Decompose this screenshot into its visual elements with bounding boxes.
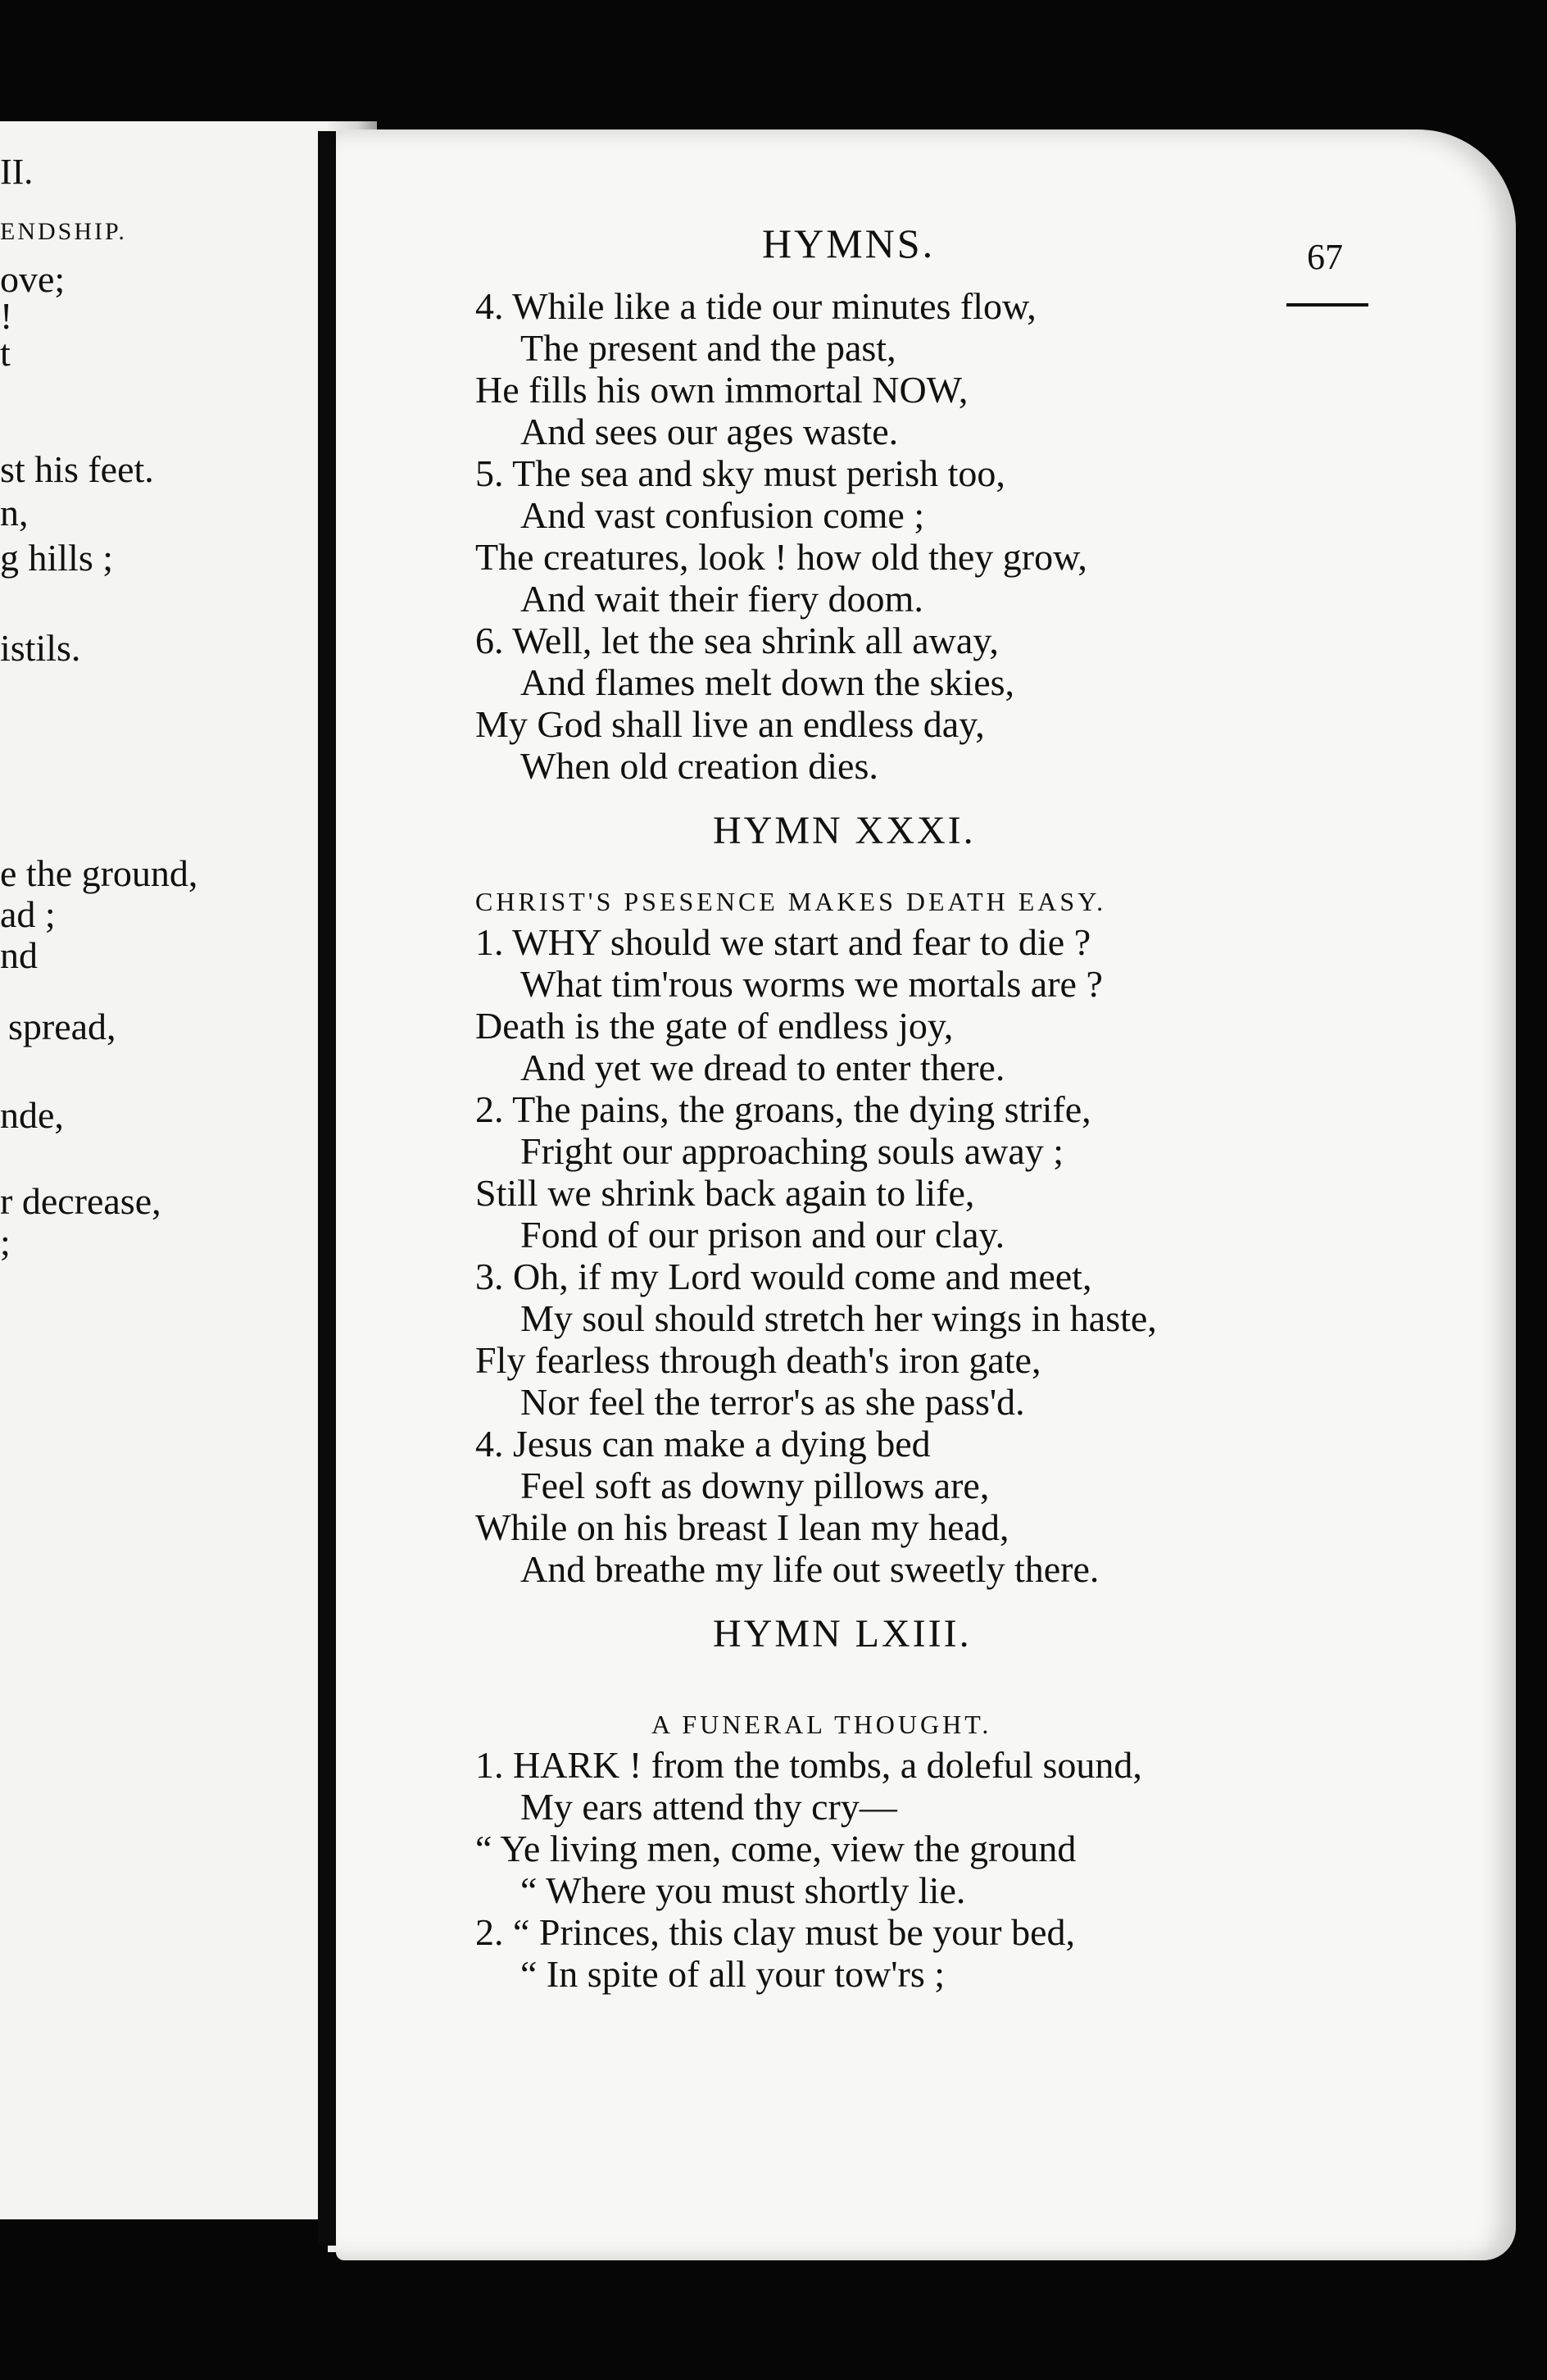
verse-line: And yet we dread to enter there.	[520, 1047, 1005, 1088]
verse-line: Fond of our prison and our clay.	[520, 1214, 1005, 1256]
left-fragment: nd	[0, 934, 38, 976]
verse-line: 6. Well, let the sea shrink all away,	[475, 620, 999, 661]
page-content	[475, 285, 1508, 1995]
verse-line: My God shall live an endless day,	[475, 703, 985, 745]
verse-line: When old creation dies.	[520, 745, 878, 787]
facing-page-left	[0, 121, 370, 2219]
verse-line: “ In spite of all your tow'rs ;	[520, 1953, 946, 1995]
verse-line: Feel soft as downy pillows are,	[520, 1465, 990, 1506]
left-fragment: g hills ;	[0, 537, 114, 579]
verse-line: “ Where you must shortly lie.	[520, 1869, 966, 1911]
verse-line: My ears attend thy cry—	[520, 1786, 897, 1828]
left-fragment: st his feet.	[0, 448, 154, 490]
verse-line: 4. While like a tide our minutes flow,	[475, 285, 1037, 327]
hymn-subtitle: A FUNERAL THOUGHT.	[651, 1710, 992, 1739]
left-fragment: spread,	[8, 1006, 116, 1047]
left-fragment: ;	[0, 1221, 11, 1263]
verse-line: 4. Jesus can make a dying bed	[475, 1423, 931, 1465]
hymn-xxxi	[475, 787, 1508, 1590]
left-fragment: ove;	[0, 258, 66, 300]
verse-line: Still we shrink back again to life,	[475, 1172, 975, 1214]
verse-line: And vast confusion come ;	[520, 494, 925, 536]
verse-line: 1. HARK ! from the tombs, a doleful sound,	[475, 1744, 1142, 1786]
left-fragment: II.	[0, 152, 34, 192]
left-fragment: nde,	[0, 1094, 64, 1136]
page-number: 67	[1307, 237, 1343, 277]
verse-line: Nor feel the terror's as she pass'd.	[520, 1381, 1025, 1423]
verse-line: And sees our ages waste.	[520, 411, 899, 452]
verse-line: My soul should stretch her wings in haste,	[520, 1297, 1157, 1339]
left-fragment: istils.	[0, 627, 81, 669]
continued-stanzas	[475, 285, 1508, 787]
hymn-subtitle: CHRIST'S PSESENCE MAKES DEATH EASY.	[475, 887, 1107, 916]
book-spine	[318, 131, 336, 2246]
verse-line: Fright our approaching souls away ;	[520, 1130, 1064, 1172]
left-fragment: t	[0, 332, 11, 374]
verse-line: 3. Oh, if my Lord would come and meet,	[475, 1256, 1092, 1297]
verse-line: 5. The sea and sky must perish too,	[475, 452, 1005, 494]
verse-line: Fly fearless through death's iron gate,	[475, 1339, 1041, 1381]
left-fragment: ENDSHIP.	[0, 218, 127, 245]
verse-line: And wait their fiery doom.	[520, 578, 923, 620]
page-67	[336, 129, 1516, 2260]
hymn-lxiii	[475, 1590, 1508, 1995]
verse-line: Death is the gate of endless joy,	[475, 1005, 954, 1047]
verse-line: The present and the past,	[520, 327, 896, 369]
hymn-title: HYMN XXXI.	[713, 809, 976, 852]
verse-line: What tim'rous worms we mortals are ?	[520, 963, 1103, 1005]
verse-line: 1. WHY should we start and fear to die ?	[475, 921, 1091, 963]
verse-line: And flames melt down the skies,	[520, 661, 1015, 703]
verse-line: He fills his own immortal NOW,	[475, 369, 969, 411]
left-fragment: r decrease,	[0, 1180, 161, 1222]
left-fragment: e the ground,	[0, 852, 198, 894]
left-fragment: n,	[0, 492, 29, 534]
verse-line: 2. The pains, the groans, the dying strife,	[475, 1088, 1091, 1130]
verse-line: 2. “ Princes, this clay must be your bed,	[475, 1911, 1076, 1953]
verse-line: While on his breast I lean my head,	[475, 1506, 1009, 1548]
hymn-title: HYMN LXIII.	[713, 1612, 972, 1656]
verse-line: The creatures, look ! how old they grow,	[475, 536, 1087, 578]
left-fragment: ad ;	[0, 893, 56, 935]
left-fragment: !	[0, 295, 13, 337]
running-head: HYMNS.	[762, 220, 936, 266]
verse-line: “ Ye living men, come, view the ground	[475, 1828, 1077, 1869]
verse-line: And breathe my life out sweetly there.	[520, 1548, 1100, 1590]
